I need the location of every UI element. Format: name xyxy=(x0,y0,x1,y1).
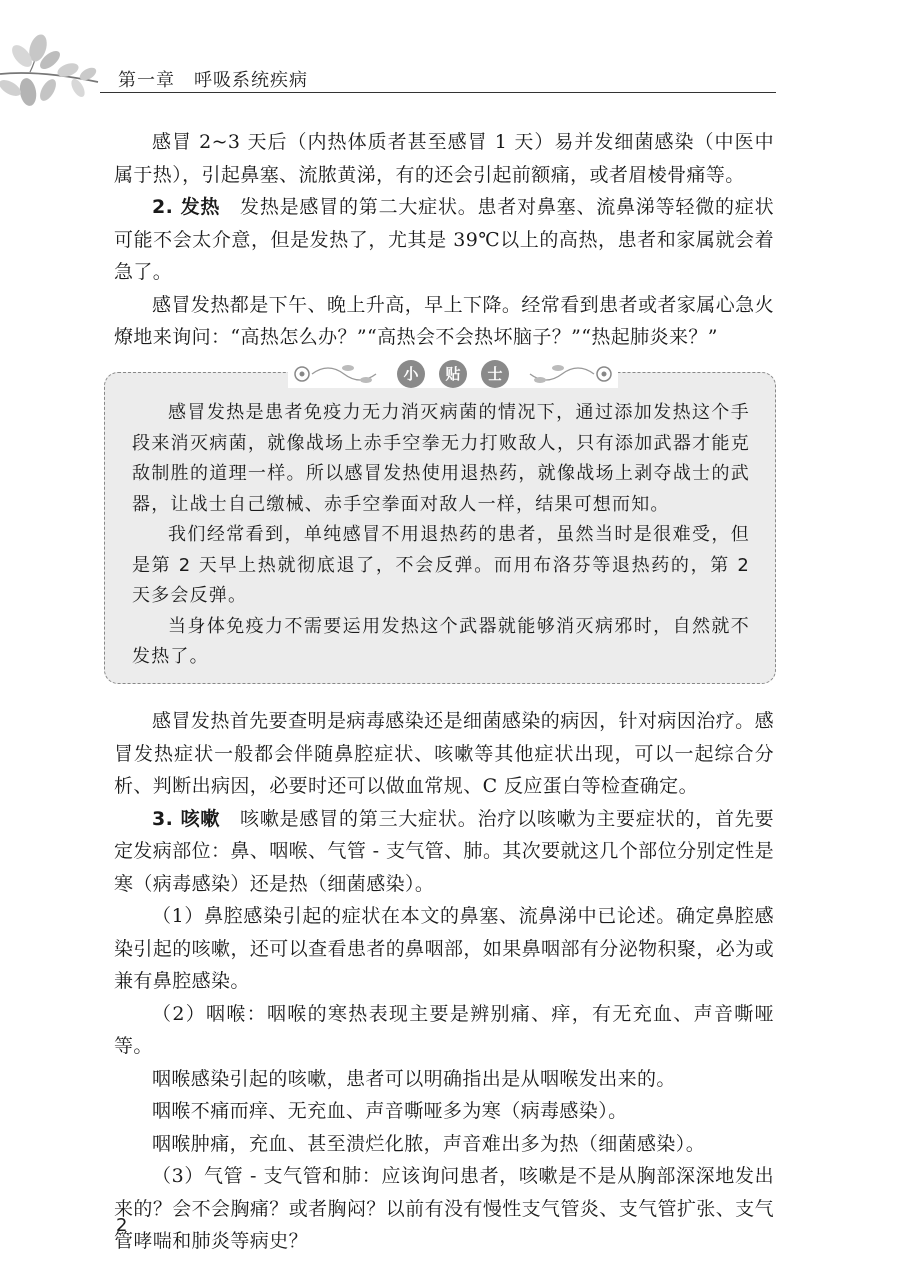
page-header xyxy=(0,30,900,110)
intro-section xyxy=(114,126,774,354)
paragraph-throat-cold: 咽喉不痛而痒、无充血、声音嘶哑多为寒（病毒感染）。 xyxy=(152,1100,628,1122)
tip-paragraph-1: 感冒发热是患者免疫力无力消灭病菌的情况下，通过添加发热这个手段来消灭病菌，就像战场上赤手空拳无力打败敌人，只有添加武器才能克敌制胜的道理一样。所以感冒发热使用退热药，就像战场上剥夺战士的武器，让战士自己缴械、赤手空拳面对敌人一样，结果可想而知。 xyxy=(132,402,750,515)
leaf-branch-icon xyxy=(0,30,110,110)
tip-char-1: 小 xyxy=(397,360,425,388)
heading-cough: 3. 咳嗽 xyxy=(152,807,221,830)
heading-fever: 2. 发热 xyxy=(152,196,221,218)
tip-heading xyxy=(288,354,618,394)
paragraph-throat-heat: 咽喉肿痛，充血、甚至溃烂化脓，声音难出多为热（细菌感染）。 xyxy=(152,1132,706,1155)
paragraph-fever-diagnosis: 感冒发热首先要查明是病毒感染还是细菌感染的病因，针对病因治疗。感冒发热症状一般都会伴随鼻腔症状、咳嗽等其他症状出现，可以一起综合分析、判断出病因，必要时还可以做血常规、C 反应蛋白等检查确定。 xyxy=(114,710,774,797)
chapter-title: 第一章 呼吸系统疾病 xyxy=(118,70,308,91)
paragraph-cough xyxy=(114,803,774,901)
tip-content xyxy=(132,398,750,673)
paragraph-cough-body: 咳嗽是感冒的第三大症状。治疗以咳嗽为主要症状的，首先要定发病部位：鼻、咽喉、气管 - 支气管、肺。其次要就这几个部位分别定性是寒（病毒感染）还是热（细菌感染）。 xyxy=(114,807,774,895)
header-divider xyxy=(100,92,776,93)
paragraph-fever-pattern: 感冒发热都是下午、晚上升高，早上下降。经常看到患者或者家属心急火燎地来询问：“高热怎么办？”“高热会不会热坏脑子？”“热起肺炎来？” xyxy=(114,293,774,348)
paragraph-fever-body: 发热是感冒的第二大症状。患者对鼻塞、流鼻涕等轻微的症状可能不会太介意，但是发热了，尤其是 39℃以上的高热，患者和家属就会着急了。 xyxy=(114,196,774,283)
paragraph-fever xyxy=(114,191,774,289)
tip-char-2: 贴 xyxy=(439,360,467,388)
page-number: 2 xyxy=(116,1215,128,1236)
paragraph-nasal: （1）鼻腔感染引起的症状在本文的鼻塞、流鼻涕中已论述。确定鼻腔感染引起的咳嗽，还可以查看患者的鼻咽部，如果鼻咽部有分泌物积聚，必为或兼有鼻腔感染。 xyxy=(114,905,774,992)
paragraph-throat-origin: 咽喉感染引起的咳嗽，患者可以明确指出是从咽喉发出来的。 xyxy=(152,1067,676,1090)
body-section xyxy=(114,705,774,1258)
paragraph-cold-bacterial: 感冒 2~3 天后（内热体质者甚至感冒 1 天）易并发细菌感染（中医中属于热），引起鼻塞、流脓黄涕，有的还会引起前额痛，或者眉棱骨痛等。 xyxy=(114,131,774,186)
tip-title xyxy=(382,360,524,388)
paragraph-trachea-lung: （3）气管 - 支气管和肺：应该询问患者，咳嗽是不是从胸部深深地发出来的？会不会胸痛？或者胸闷？以前有没有慢性支气管炎、支气管扩张、支气管哮喘和肺炎等病史？ xyxy=(114,1165,774,1252)
tip-paragraph-2: 我们经常看到，单纯感冒不用退热药的患者，虽然当时是很难受，但是第 2 天早上热就彻底退了，不会反弹。而用布洛芬等退热药的，第 2 天多会反弹。 xyxy=(132,524,750,606)
tip-char-3: 士 xyxy=(481,360,509,388)
paragraph-throat: （2）咽喉：咽喉的寒热表现主要是辨别痛、痒，有无充血、声音嘶哑等。 xyxy=(114,1002,774,1057)
tip-paragraph-3: 当身体免疫力不需要运用发热这个武器就能够消灭病邪时，自然就不发热了。 xyxy=(132,615,750,667)
